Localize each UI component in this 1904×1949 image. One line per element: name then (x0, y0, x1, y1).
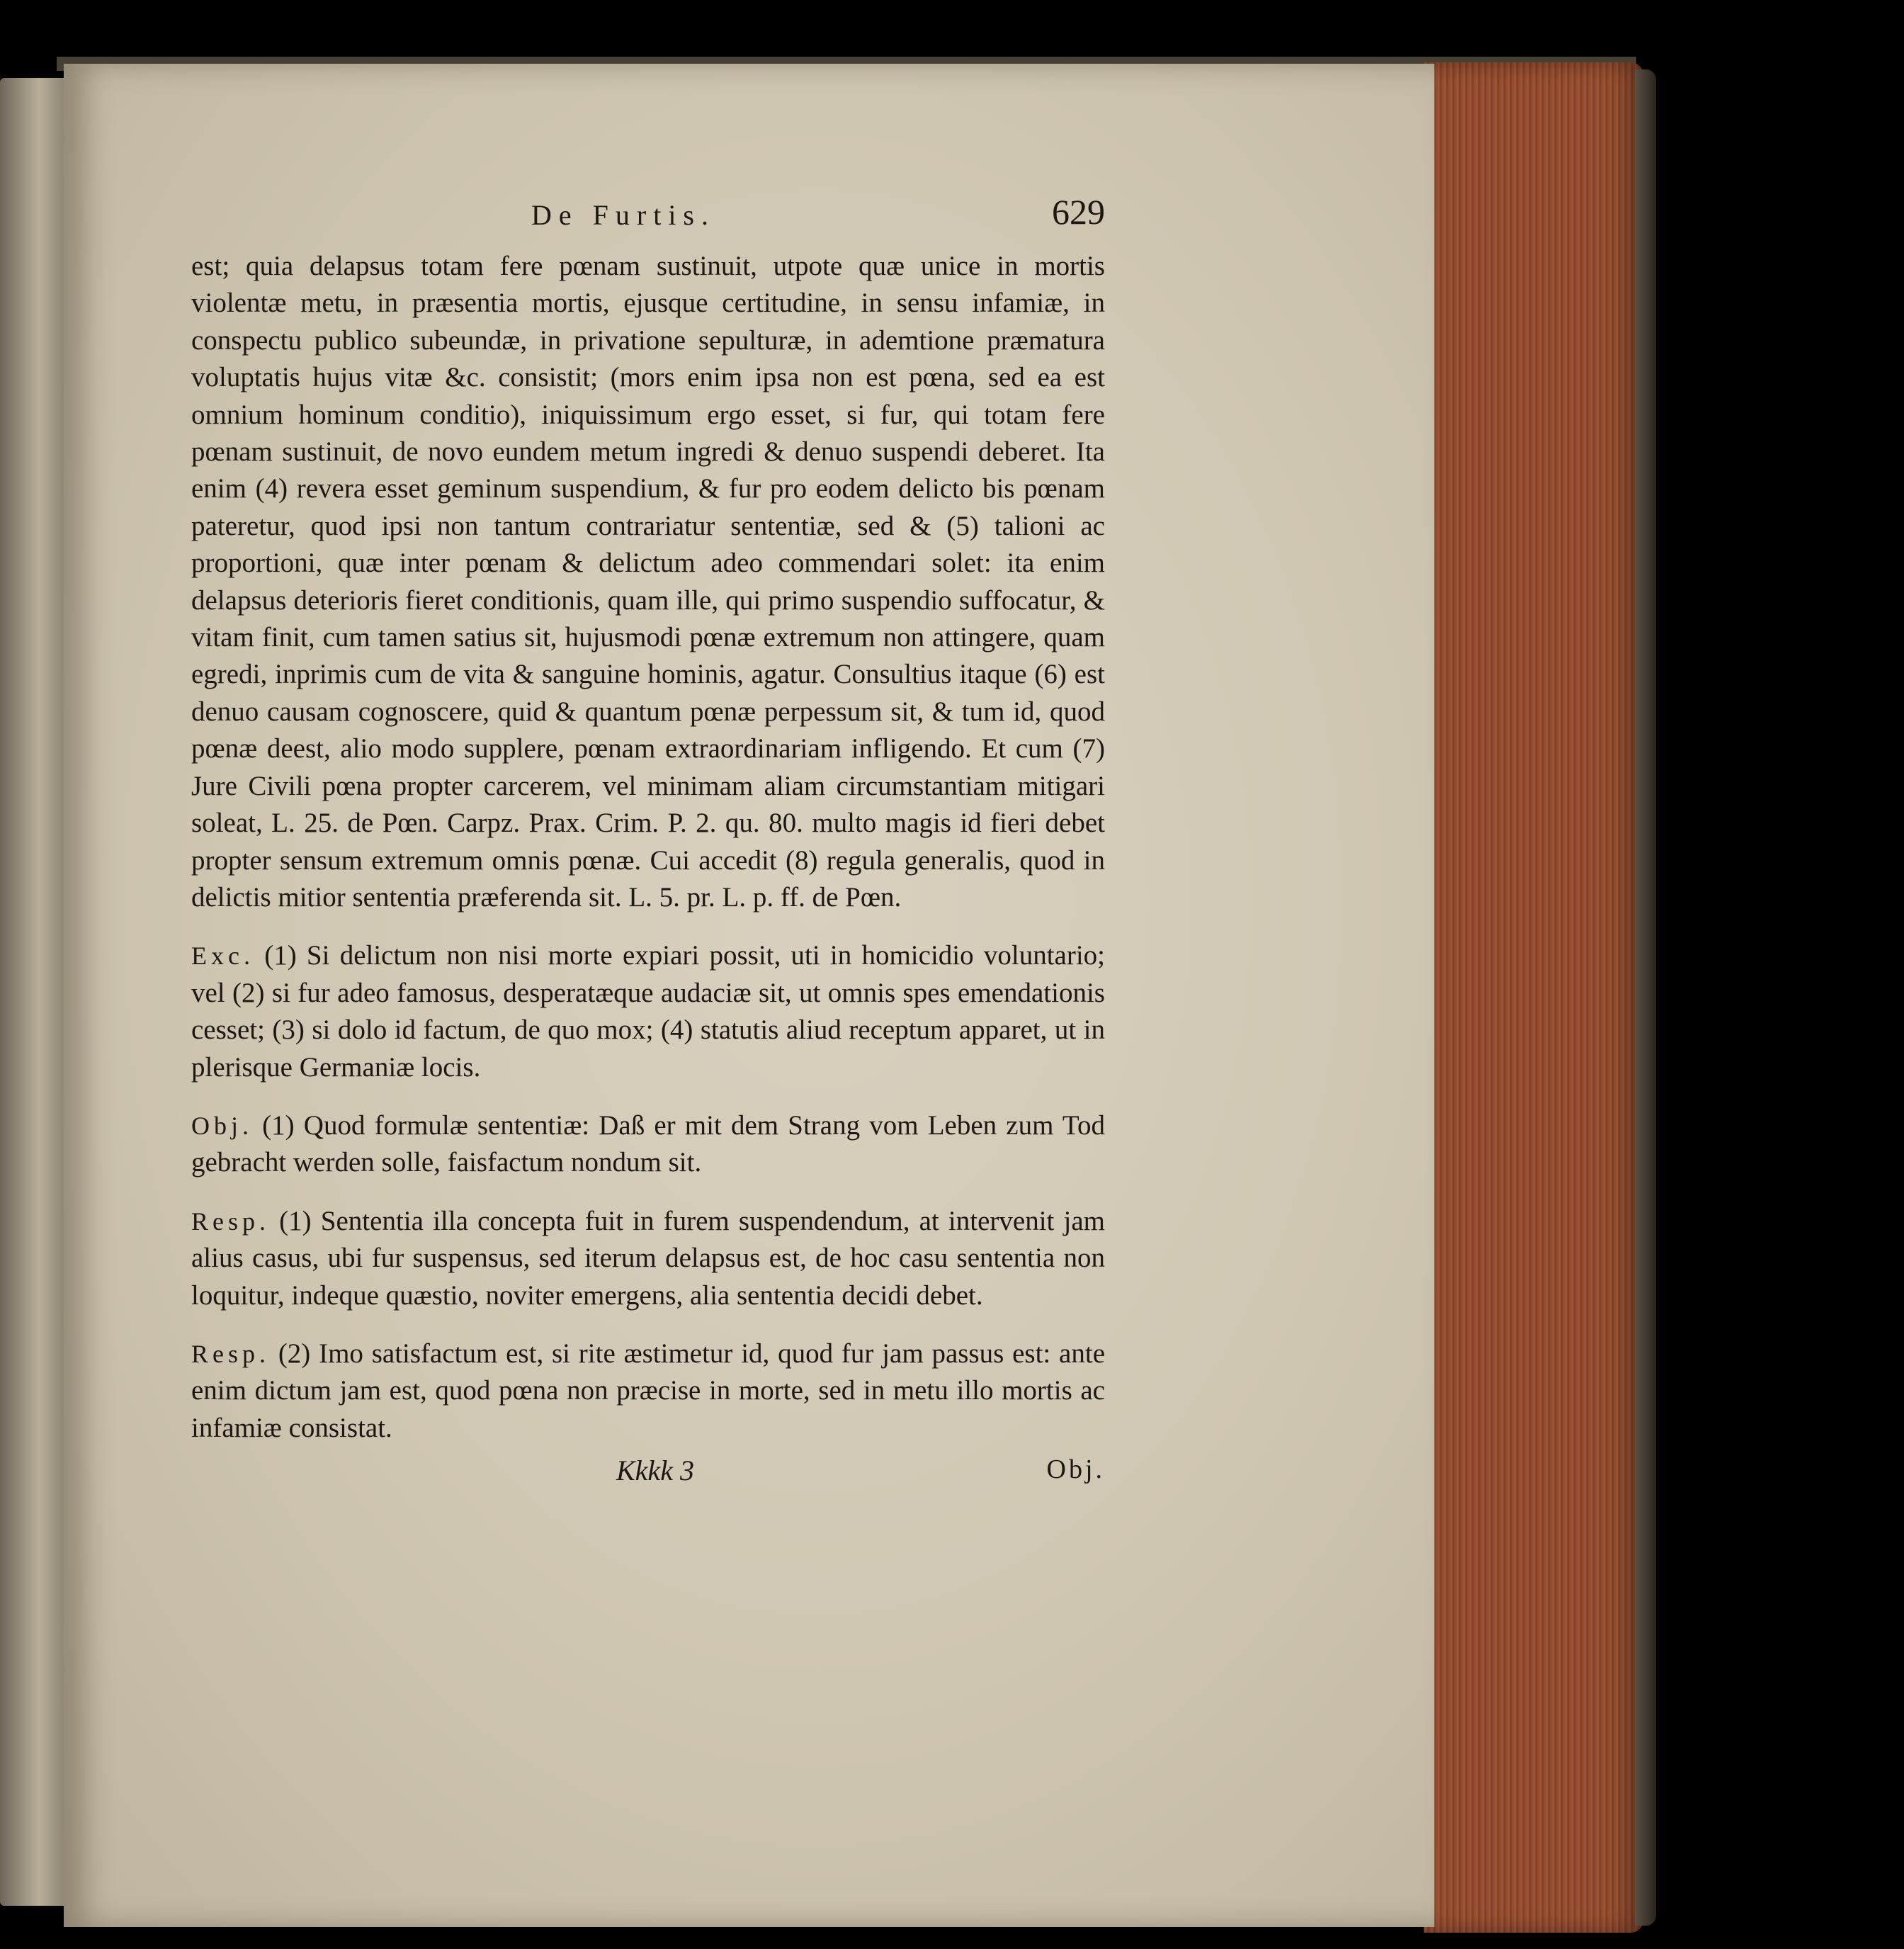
text-block (191, 191, 1105, 1496)
running-head (191, 191, 1105, 248)
paragraph-exception (191, 937, 1105, 1086)
catchword: Obj. (1046, 1454, 1105, 1485)
paragraph-1: est; quia delapsus totam fere pœnam sustinuit, utpote quæ unice in mortis violentæ metu, in præsentia mortis, ejusque certitudine, in sensu infamiæ, in conspectu publico subeundæ, in privatione sepulturæ, in ademtione præmatura voluptatis hujus vitæ &c. consistit; (mors enim ipsa non est pœna, sed ea est omnium hominum conditio), iniquissimum ergo esset, si fur, qui totam fere pœnam sustinuit, de novo eundem metum ingredi & denuo suspendi deberet. Ita enim (4) revera esset geminum suspendium, & fur pro eodem delicto bis pœnam pateretur, quod ipsi non tantum contrariatur sententiæ, sed & (5) talioni ac proportioni, quæ inter pœnam & delictum adeo commendari solet: ita enim delapsus deterioris fieret conditionis, quam ille, qui primo suspendio suffocatur, & vitam finit, cum tamen satius sit, hujusmodi pœnæ extremum non attingere, quam egredi, inprimis cum de vita & sanguine hominis, agatur. Consultius itaque (6) est denuo causam cognoscere, quid & quantum pœnæ perpessum sit, & tum id, quod pœnæ deest, alio modo supplere, pœnam extraordinariam infligendo. Et cum (7) Jure Civili pœna propter carcerem, vel minimam aliam circumstantiam mitigari soleat, L. 25. de Pœn. Carpz. Prax. Crim. P. 2. qu. 80. multo magis id fieri debet propter sensum extremum omnis pœnæ. Cui accedit (8) regula generalis, quod in delictis mitior sententia præferenda sit. L. 5. pr. L. p. ff. de Pœn. (191, 251, 1105, 913)
left-page-edge (0, 78, 65, 1906)
page-fore-edge (1424, 62, 1643, 1933)
exception-label: Exc. (191, 942, 254, 971)
objection-label: Obj. (191, 1111, 253, 1140)
response-label-2: Resp. (191, 1339, 270, 1368)
paragraph-response-2 (191, 1335, 1105, 1447)
response-text-1: (1) Sententia illa concepta fuit in furem suspendendum, at intervenit jam alius casus, ubi fur suspensus, sed iterum delapsus est, de hoc casu sententia non loquitur, indeque quæstio, noviter emergens, alia sententia decidi debet. (191, 1205, 1106, 1311)
objection-text: (1) Quod formulæ sententiæ: Daß er mit dem Strang vom Leben zum Tod gebracht werden solle, faisfactum nondum sit. (191, 1109, 1106, 1178)
page-number: 629 (1052, 192, 1105, 232)
paragraph-objection (191, 1107, 1105, 1182)
page-footer (191, 1454, 1105, 1496)
paragraph-response-1 (191, 1203, 1105, 1314)
running-title: De Furtis. (531, 199, 715, 231)
response-text-2: (2) Imo satisfactum est, si rite æstimetur id, quod fur jam passus est: ante enim dictum jam est, quod pœna non præcise in morte, sed in metu illo mortis ac infamiæ consistat. (191, 1338, 1106, 1443)
response-label-1: Resp. (191, 1207, 270, 1236)
signature-mark: Kkkk 3 (616, 1454, 694, 1487)
exception-text: (1) Si delictum non nisi morte expiari possit, uti in homicidio voluntario; vel (2) si fur adeo famosus, desperatæque audaciæ sit, ut omnis spes emendationis cesset; (3) si dolo id factum, de quo mox; (4) statutis aliud receptum apparet, ut in plerisque Germaniæ locis. (191, 940, 1105, 1083)
